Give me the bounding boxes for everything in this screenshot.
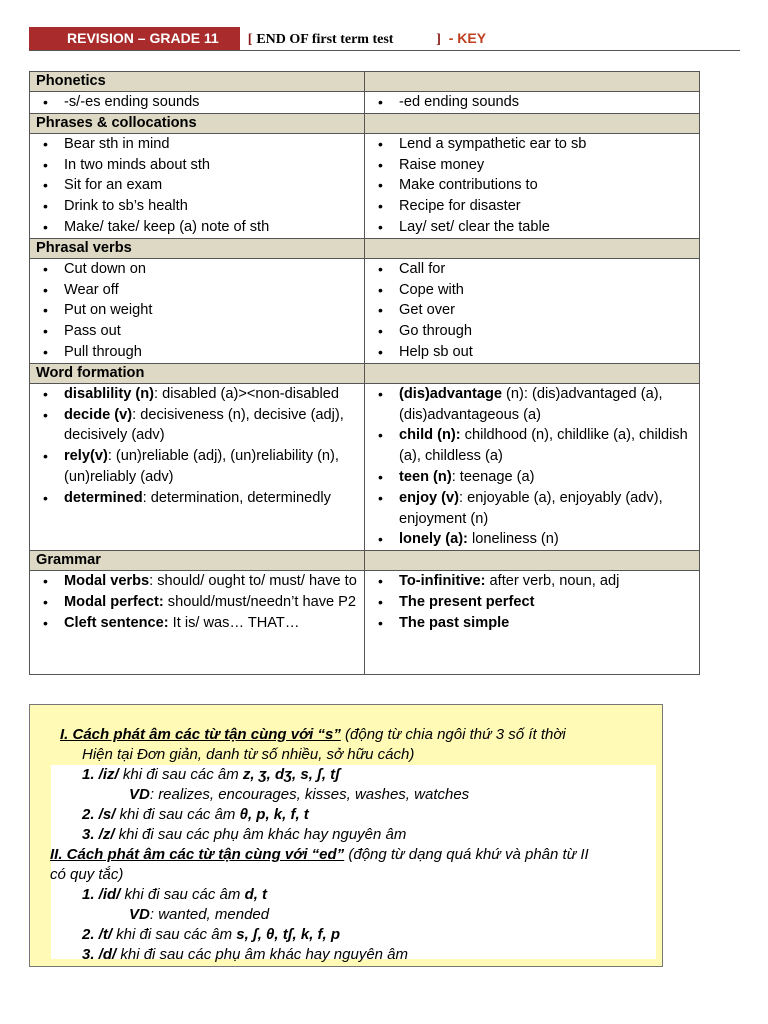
- list-item: • -ed ending sounds: [371, 92, 693, 113]
- s-rule-1: 1. /iz/ khi đi sau các âm z, ʒ, dʒ, s, ʃ, tʃ: [82, 766, 340, 783]
- list-item: • Lay/ set/ clear the table: [371, 217, 693, 238]
- bracket-close: ]: [436, 32, 441, 47]
- test-title: END OF first term test: [256, 32, 394, 47]
- list-item: • The past simple: [371, 613, 693, 634]
- section-phrasal-verbs: Phrasal verbs: [30, 238, 365, 258]
- list-item: • Lend a sympathetic ear to sb: [371, 134, 693, 155]
- list-item: • Raise money: [371, 155, 693, 176]
- header-rule: [29, 50, 740, 51]
- word-formation-left: [30, 383, 365, 550]
- s-section-heading: I. Cách phát âm các từ tận cùng với “s” (động từ chia ngôi thứ 3 số ít thời: [60, 726, 566, 743]
- document-header: [29, 27, 740, 51]
- list-item: • Cleft sentence: It is/ was… THAT…: [36, 613, 358, 634]
- section-phrases-right: [365, 113, 700, 133]
- list-item: • Make/ take/ keep (a) note of sth: [36, 217, 358, 238]
- key-label: - KEY: [448, 30, 487, 46]
- list-item: • Cope with: [371, 280, 693, 301]
- pronunciation-notes-box: [29, 704, 663, 967]
- list-item: • Modal perfect: should/must/needn’t have P2: [36, 592, 358, 613]
- list-item: • child (n): childhood (n), childlike (a), childish (a), childless (a): [371, 425, 693, 467]
- list-item: • (dis)advantage (n): (dis)advantaged (a), (dis)advantageous (a): [371, 384, 693, 426]
- grammar-right: [365, 571, 700, 675]
- list-item: • teen (n): teenage (a): [371, 467, 693, 488]
- section-phonetics: Phonetics: [30, 72, 365, 92]
- list-item: • Make contributions to: [371, 175, 693, 196]
- ed-rule-2: 2. /t/ khi đi sau các âm s, ʃ, θ, tʃ, k, f, p: [82, 926, 341, 943]
- section-phonetics-right: [365, 72, 700, 92]
- list-item: • -s/-es ending sounds: [36, 92, 358, 113]
- list-item: • rely(v): (un)reliable (adj), (un)reliability (n), (un)reliably (adv): [36, 446, 358, 488]
- list-item: • Pull through: [36, 342, 358, 363]
- section-word-formation-right: [365, 363, 700, 383]
- section-phrasal-verbs-right: [365, 238, 700, 258]
- list-item: • Put on weight: [36, 300, 358, 321]
- list-item: • decide (v): decisiveness (n), decisive (adj), decisively (adv): [36, 405, 358, 447]
- list-item: • The present perfect: [371, 592, 693, 613]
- phrases-left: [30, 133, 365, 238]
- list-item: • lonely (a): loneliness (n): [371, 529, 693, 550]
- section-phrases: Phrases & collocations: [30, 113, 365, 133]
- phrasal-right: [365, 258, 700, 363]
- list-item: • Pass out: [36, 321, 358, 342]
- list-item: • Recipe for disaster: [371, 196, 693, 217]
- phrases-right: [365, 133, 700, 238]
- section-grammar: Grammar: [30, 551, 365, 571]
- section-grammar-right: [365, 551, 700, 571]
- list-item: • Cut down on: [36, 259, 358, 280]
- section-word-formation: Word formation: [30, 363, 365, 383]
- phonetics-left: [30, 92, 365, 114]
- list-item: • Sit for an exam: [36, 175, 358, 196]
- revision-tag: REVISION – GRADE 11: [29, 27, 240, 50]
- list-item: • Drink to sb’s health: [36, 196, 358, 217]
- list-item: • enjoy (v): enjoyable (a), enjoyably (adv), enjoyment (n): [371, 488, 693, 530]
- list-item: • In two minds about sth: [36, 155, 358, 176]
- s-rule-3: 3. /z/ khi đi sau các phụ âm khác hay nguyên âm: [82, 826, 407, 843]
- bracket-open: [: [247, 32, 253, 47]
- grammar-left: [30, 571, 365, 675]
- list-item: • Help sb out: [371, 342, 693, 363]
- ed-rule-3: 3. /d/ khi đi sau các phụ âm khác hay nguyên âm: [82, 946, 409, 963]
- header-title-line: [240, 27, 486, 50]
- s-section-heading-cont: Hiện tại Đơn giản, danh từ số nhiều, sở hữu cách): [82, 746, 415, 763]
- list-item: • Modal verbs: should/ ought to/ must/ have to: [36, 571, 358, 592]
- ed-section-heading: II. Cách phát âm các từ tận cùng với “ed” (động từ dạng quá khứ và phân từ II: [50, 846, 589, 863]
- list-item: • determined: determination, determinedly: [36, 488, 358, 509]
- list-item: • Call for: [371, 259, 693, 280]
- s-rule-1-example: VD: realizes, encourages, kisses, washes, watches: [129, 786, 470, 803]
- s-rule-2: 2. /s/ khi đi sau các âm θ, p, k, f, t: [82, 806, 309, 823]
- ed-section-heading-cont: có quy tắc): [50, 866, 124, 883]
- revision-table: [29, 71, 700, 675]
- list-item: • Get over: [371, 300, 693, 321]
- list-item: • Bear sth in mind: [36, 134, 358, 155]
- list-item: • disablility (n): disabled (a)><non-disabled: [36, 384, 358, 405]
- list-item: • To-infinitive: after verb, noun, adj: [371, 571, 693, 592]
- list-item: • Wear off: [36, 280, 358, 301]
- list-item: • Go through: [371, 321, 693, 342]
- phrasal-left: [30, 258, 365, 363]
- word-formation-right: [365, 383, 700, 550]
- phonetics-right: [365, 92, 700, 114]
- ed-rule-1-example: VD: wanted, mended: [129, 906, 270, 923]
- ed-rule-1: 1. /id/ khi đi sau các âm d, t: [82, 886, 268, 903]
